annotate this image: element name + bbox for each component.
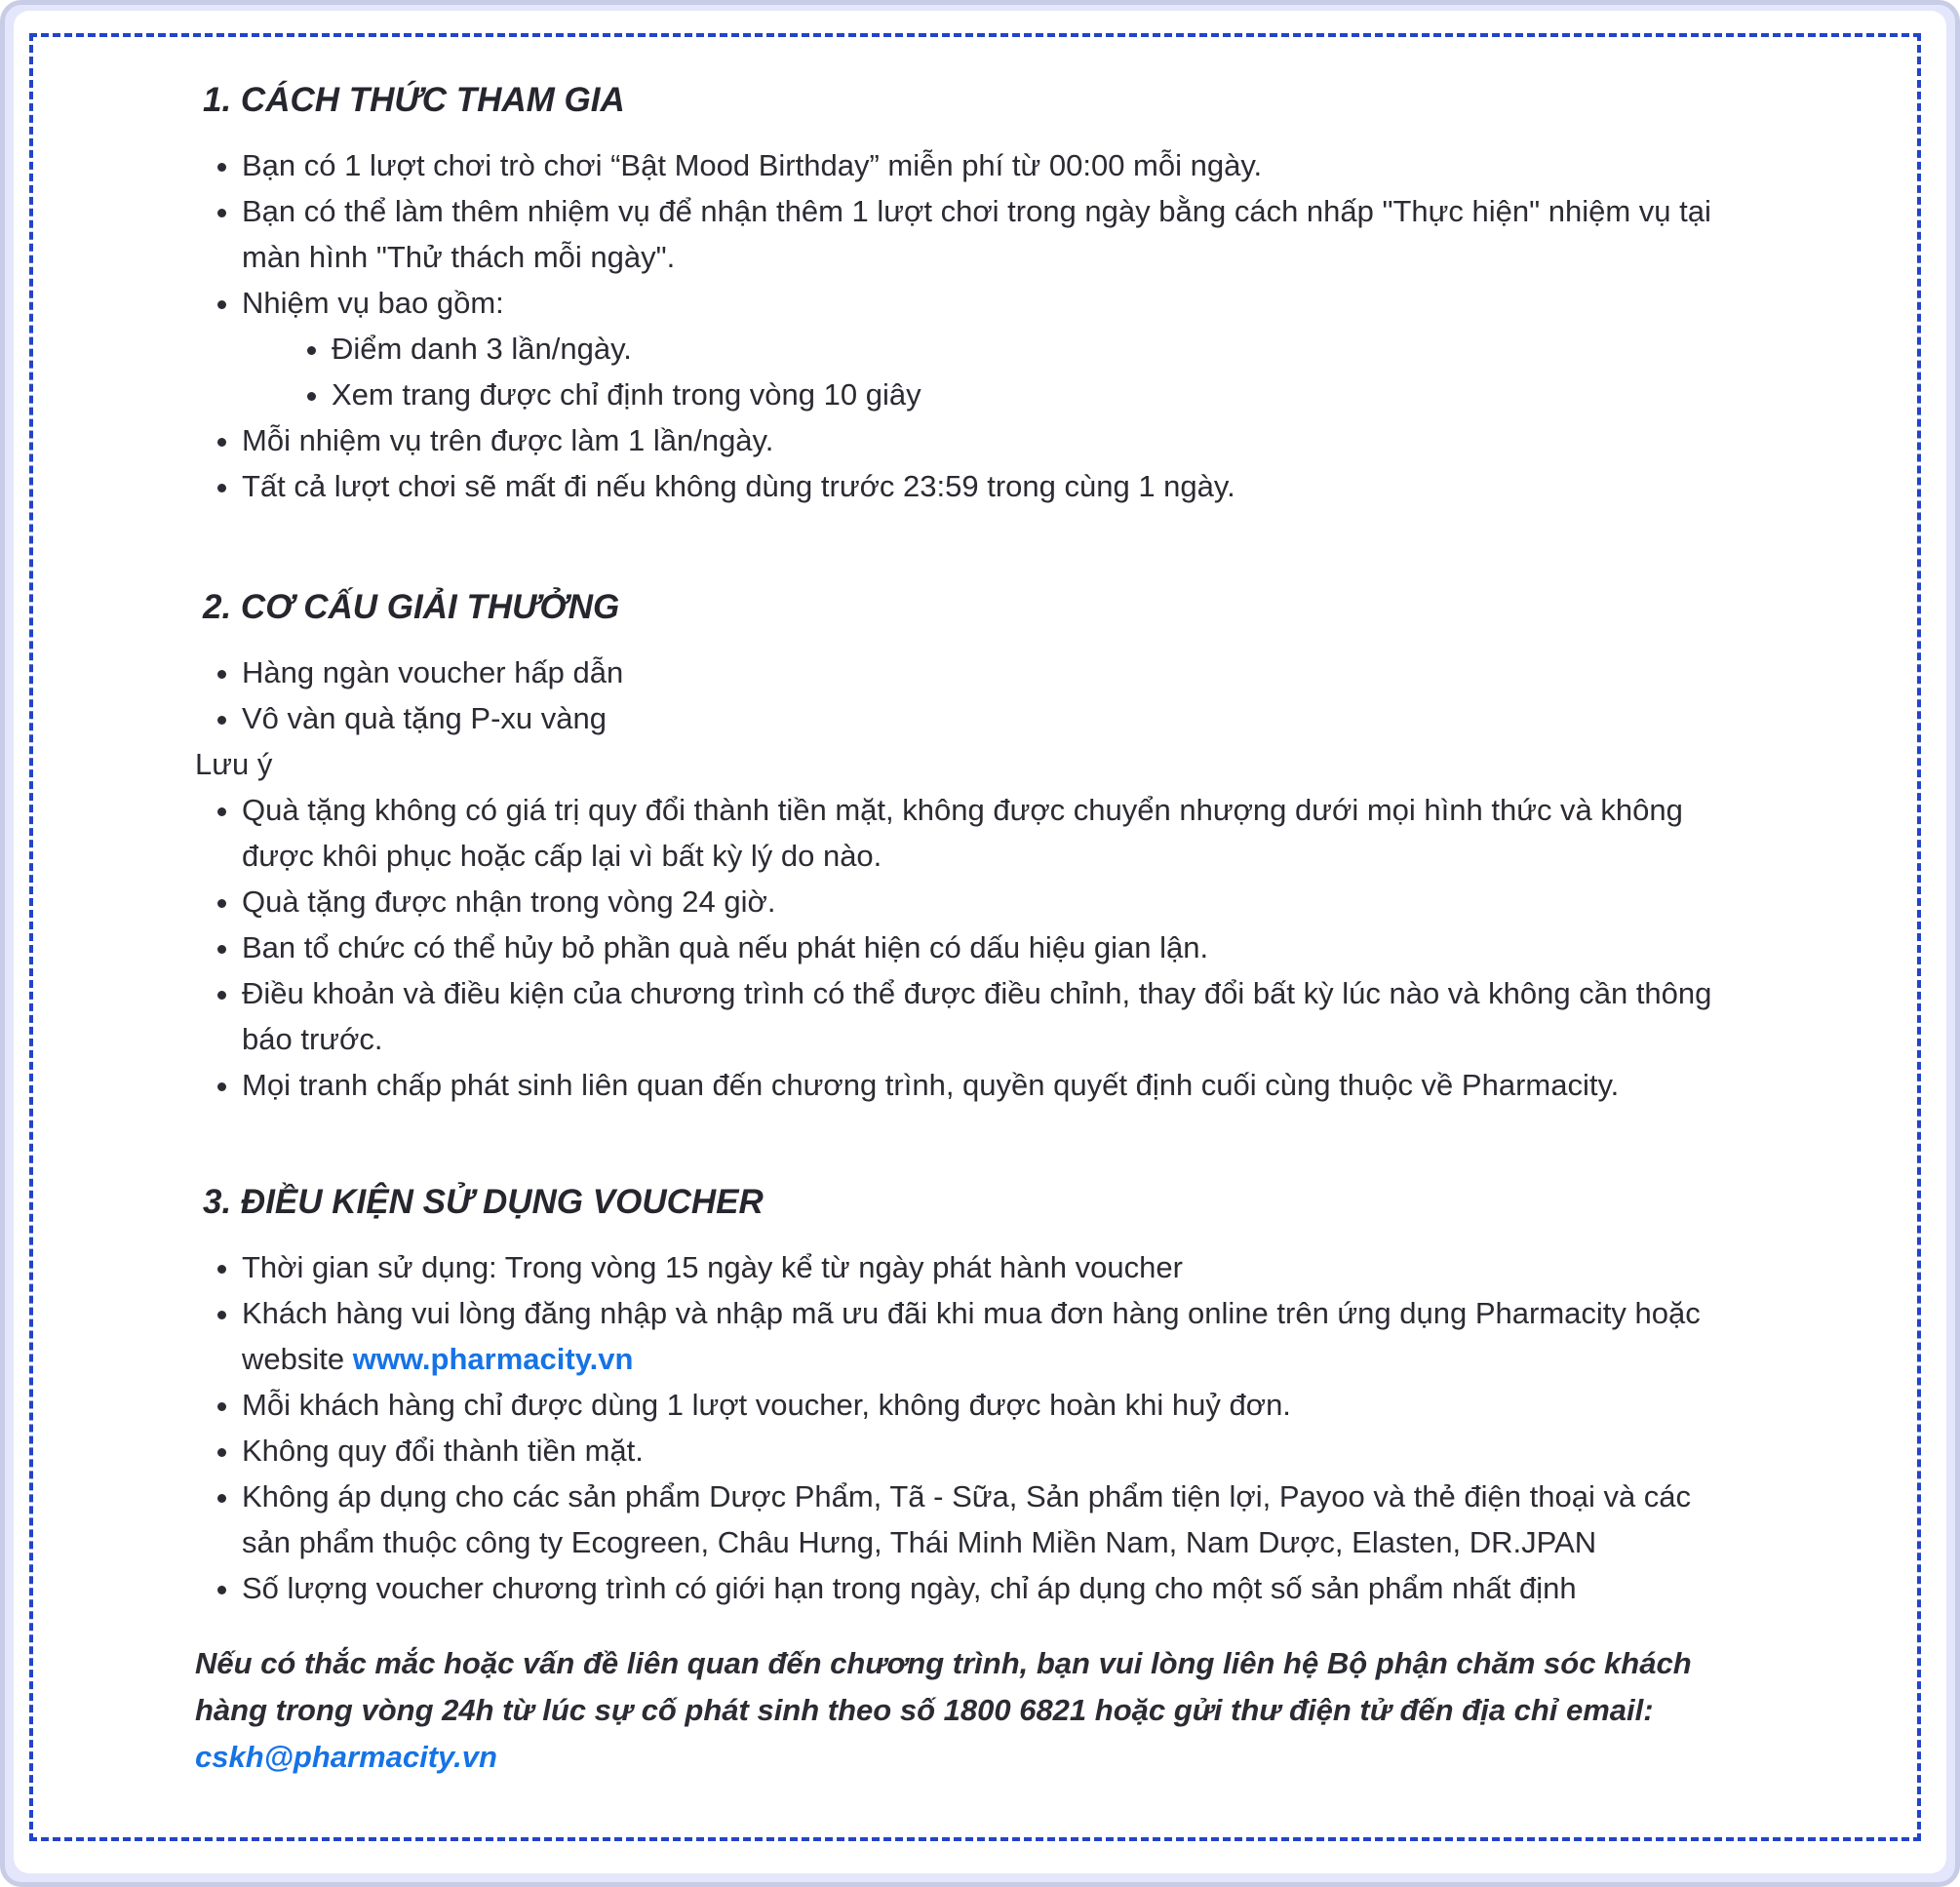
section-title: 1. CÁCH THỨC THAM GIA [203, 81, 625, 119]
rules-content [195, 70, 1745, 1781]
list-item: • Quà tặng không có giá trị quy đổi thành tiền mặt, không được chuyển nhượng dưới mọi hình thức và không được khôi phục hoặc cấp lại vì bất kỳ lý do nào. [242, 787, 1745, 879]
voucher-conditions-list [195, 1244, 1745, 1611]
list-item: • Hàng ngàn voucher hấp dẫn [242, 649, 1745, 695]
list-item: • Mọi tranh chấp phát sinh liên quan đến chương trình, quyền quyết định cuối cùng thuộc về Pharmacity. [242, 1062, 1745, 1108]
email-link[interactable]: cskh@pharmacity.vn [195, 1740, 497, 1774]
list-item: • Mỗi khách hàng chỉ được dùng 1 lượt voucher, không được hoàn khi huỷ đơn. [242, 1382, 1745, 1428]
list-item: • Bạn có thể làm thêm nhiệm vụ để nhận thêm 1 lượt chơi trong ngày bằng cách nhấp "Thực hiện" nhiệm vụ tại màn hình "Thử thách mỗi ngày". [242, 188, 1745, 280]
mission-sublist [242, 326, 1745, 417]
section-participation [195, 70, 1745, 509]
list-item: • Mỗi nhiệm vụ trên được làm 1 lần/ngày. [242, 417, 1745, 463]
list-item: • Ban tổ chức có thể hủy bỏ phần quà nếu phát hiện có dấu hiệu gian lận. [242, 924, 1745, 970]
list-item: • Quà tặng được nhận trong vòng 24 giờ. [242, 879, 1745, 924]
contact-footer [195, 1640, 1745, 1781]
list-item-text: Khách hàng vui lòng đăng nhập và nhập mã ưu đãi khi mua đơn hàng online trên ứng dụng Pharmacity hoặc website [242, 1296, 1701, 1376]
website-link[interactable]: www.pharmacity.vn [352, 1342, 634, 1376]
footer-text: Nếu có thắc mắc hoặc vấn đề liên quan đến chương trình, bạn vui lòng liên hệ Bộ phận chăm sóc khách hàng trong vòng 24h từ lúc sự cố phát sinh theo số 1800 6821 hoặc gửi thư điện tử đến địa chỉ email: [195, 1646, 1692, 1727]
list-item: • Điều khoản và điều kiện của chương trình có thể được điều chỉnh, thay đổi bất kỳ lúc nào và không cần thông báo trước. [242, 970, 1745, 1062]
list-item: • Tất cả lượt chơi sẽ mất đi nếu không dùng trước 23:59 trong cùng 1 ngày. [242, 463, 1745, 509]
list-item [242, 1290, 1745, 1382]
section-title: 3. ĐIỀU KIỆN SỬ DỤNG VOUCHER [203, 1183, 764, 1221]
list-item: • Không quy đổi thành tiền mặt. [242, 1428, 1745, 1474]
list-item [242, 280, 1745, 417]
list-item: • Không áp dụng cho các sản phẩm Dược Phẩm, Tã - Sữa, Sản phẩm tiện lợi, Payoo và thẻ điện thoại và các sản phẩm thuộc công ty Ecogreen, Châu Hưng, Thái Minh Miền Nam, Nam Dược, Elasten, DR.JPAN [242, 1474, 1745, 1565]
section-voucher-conditions [195, 1172, 1745, 1611]
note-label: Lưu ý [195, 747, 273, 781]
sublist-item: • Điểm danh 3 lần/ngày. [332, 326, 1745, 372]
list-item: • Vô vàn quà tặng P-xu vàng [242, 695, 1745, 741]
sublist-item: • Xem trang được chỉ định trong vòng 10 giây [332, 372, 1745, 417]
list-item-label: Nhiệm vụ bao gồm: [242, 286, 504, 320]
section-title: 2. CƠ CẤU GIẢI THƯỞNG [203, 588, 620, 626]
notes-list [195, 787, 1745, 1108]
participation-list [195, 142, 1745, 509]
prizes-list [195, 649, 1745, 741]
list-item: • Số lượng voucher chương trình có giới hạn trong ngày, chỉ áp dụng cho một số sản phẩm nhất định [242, 1565, 1745, 1611]
section-prizes [195, 577, 1745, 1108]
list-item: • Bạn có 1 lượt chơi trò chơi “Bật Mood Birthday” miễn phí từ 00:00 mỗi ngày. [242, 142, 1745, 188]
list-item: • Thời gian sử dụng: Trong vòng 15 ngày kể từ ngày phát hành voucher [242, 1244, 1745, 1290]
